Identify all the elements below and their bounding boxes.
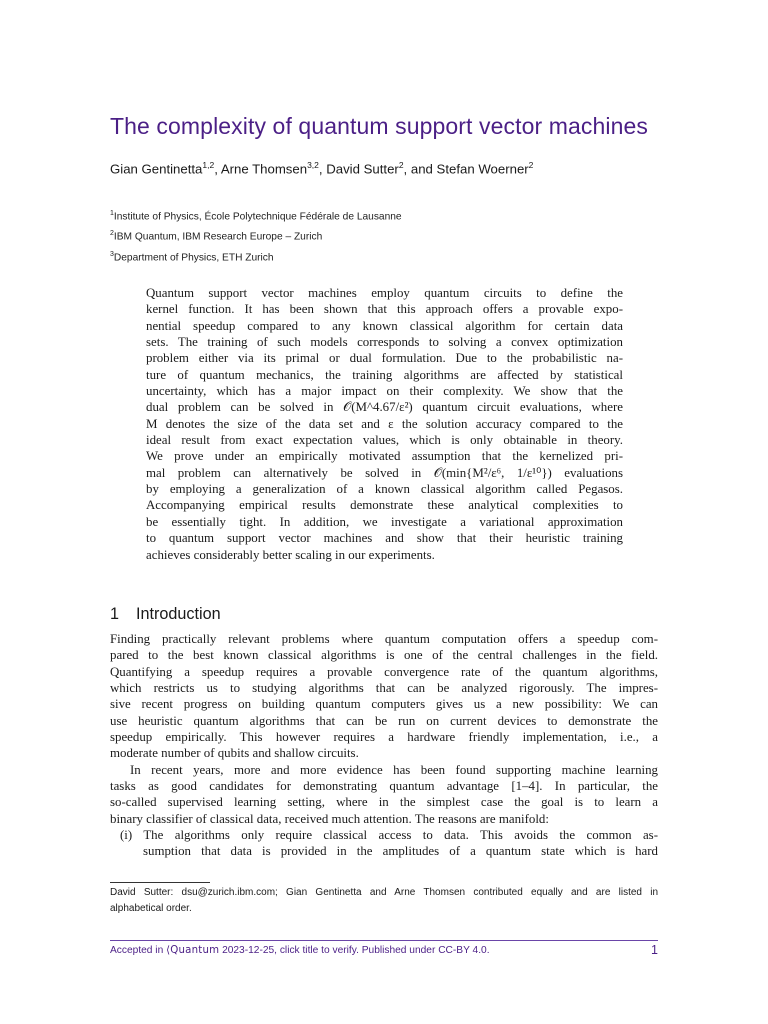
page-number: 1 xyxy=(651,943,658,957)
body-line: (i) The algorithms only require classical access to data. This avoids the common as- xyxy=(120,828,658,843)
abstract-line: nential speedup compared to any known classical algorithm for certain data xyxy=(146,318,623,333)
abstract-line: M denotes the size of the data set and ε the solution accuracy compared to the xyxy=(146,416,623,431)
body-line: speedup empirically. This however requires a hardware friendly implementation, i.e., a xyxy=(110,730,658,745)
section-title: Introduction xyxy=(136,605,221,623)
affiliation-number: 1 xyxy=(110,210,114,217)
author-separator: , xyxy=(214,161,221,177)
abstract-line: ideal result from exact expectation values, which is only obtainable in theory. xyxy=(146,433,623,448)
body-line: In recent years, more and more evidence has been found supporting machine learning xyxy=(130,762,658,777)
abstract-line: by employing a generalization of a known classical algorithm called Pegasos. xyxy=(146,482,623,497)
abstract-line: uncertainty, which has a major impact on their complexity. We show that the xyxy=(146,384,623,399)
affiliation-list xyxy=(110,205,402,266)
affiliation-number: 2 xyxy=(110,230,114,238)
abstract-line: problem either via its primal or dual formulation. Due to the probabilistic na- xyxy=(146,351,623,366)
footer-rule xyxy=(110,940,658,941)
author-name: David Sutter xyxy=(326,161,399,177)
paper-title[interactable]: The complexity of quantum support vector machines xyxy=(110,113,648,139)
author-separator: , xyxy=(318,161,327,177)
author-separator: , and xyxy=(403,161,437,177)
abstract-line: dual problem can be solved in 𝒪(M^4.67/ε²) quantum circuit evaluations, where xyxy=(146,400,623,415)
affiliation xyxy=(110,246,402,266)
body-line: binary classifier of classical data, received much attention. The reasons are manifold: xyxy=(110,811,549,826)
author-name: Arne Thomsen xyxy=(220,161,308,177)
footnote-line: David Sutter: dsu@zurich.ibm.com; Gian Gentinetta and Arne Thomsen contributed equally and are listed in xyxy=(110,887,658,898)
body-line: Quantifying a speedup requires a provable convergence rate of the quantum algorithms, xyxy=(110,664,658,679)
body-line: sumption that data is provided in the amplitudes of a quantum state which is hard xyxy=(143,844,658,859)
body-line: Finding practically relevant problems where quantum computation offers a speedup com- xyxy=(110,632,658,646)
affiliation xyxy=(110,205,402,225)
abstract xyxy=(146,285,623,563)
author-affiliation-mark: 2 xyxy=(528,160,534,170)
body-line: pared to the best known classical algorithms is one of the central challenges in the field. xyxy=(110,648,658,663)
body-line: tasks as good candidates for demonstrating quantum advantage [1–4]. In particular, the xyxy=(110,779,658,794)
abstract-line: ture of quantum mechanics, the training algorithms are affected by statistical xyxy=(146,367,623,382)
section-number: 1 xyxy=(110,605,120,623)
abstract-line: to quantum support vector machines and show that their heuristic training xyxy=(146,531,623,546)
footer-suffix: 2023-12-25, click title to verify. Published under CC-BY 4.0. xyxy=(222,945,490,956)
footer-line[interactable] xyxy=(110,945,490,956)
author-affiliation-mark: 3,2 xyxy=(307,160,319,170)
body-line: use heuristic quantum algorithms that can be run on current devices to demonstrate the xyxy=(110,713,658,728)
body-line: which restricts us to studying algorithms that can be analyzed rigorously. The impres- xyxy=(110,681,658,696)
author-name: Gian Gentinetta xyxy=(110,161,203,177)
footnote xyxy=(110,885,658,916)
abstract-line: mal problem can alternatively be solved in 𝒪(min{M²/ε⁶, 1/ε¹⁰}) evaluations xyxy=(146,465,623,480)
abstract-line: Quantum support vector machines employ quantum circuits to define the xyxy=(146,286,623,300)
footer-prefix: Accepted in xyxy=(110,945,164,956)
affiliation-text: IBM Quantum, IBM Research Europe – Zurich xyxy=(113,231,323,243)
body-line: so-called supervised learning setting, where in the simplest case the goal is to learn a xyxy=(110,795,658,810)
abstract-line: Accompanying empirical results demonstrate these analytical complexities to xyxy=(146,498,623,513)
author-affiliation-mark: 2 xyxy=(398,160,404,170)
abstract-line: kernel function. It has been shown that this approach offers a provable expo- xyxy=(146,302,623,317)
affiliation-text: Institute of Physics, École Polytechnique Fédérale de Lausanne xyxy=(113,211,402,223)
body-line: moderate number of qubits and shallow circuits. xyxy=(110,746,359,761)
affiliation-number: 3 xyxy=(110,250,114,258)
abstract-line: be essentially tight. In addition, we investigate a variational approximation xyxy=(146,514,623,529)
footnote-rule xyxy=(110,882,210,883)
footnote-line: alphabetical order. xyxy=(110,902,192,914)
affiliation-text: Department of Physics, ETH Zurich xyxy=(113,252,274,264)
body-text xyxy=(110,631,658,860)
abstract-line: We prove under an empirically motivated assumption that the kernelized pri- xyxy=(146,449,623,464)
author-affiliation-mark: 1,2 xyxy=(202,160,215,170)
section-heading xyxy=(110,605,221,624)
quantum-journal-logo: ⟨Quantum xyxy=(166,945,220,956)
body-line: sive recent progress on building quantum computers gives us a new possibility: We can xyxy=(110,697,658,712)
abstract-line: achieves considerably better scaling in our experiments. xyxy=(146,547,435,562)
author-name: Stefan Woerner xyxy=(436,161,529,177)
abstract-line: sets. The training of such models corresponds to solving a convex optimization xyxy=(146,335,623,350)
author-list xyxy=(110,160,533,176)
affiliation xyxy=(110,225,402,245)
